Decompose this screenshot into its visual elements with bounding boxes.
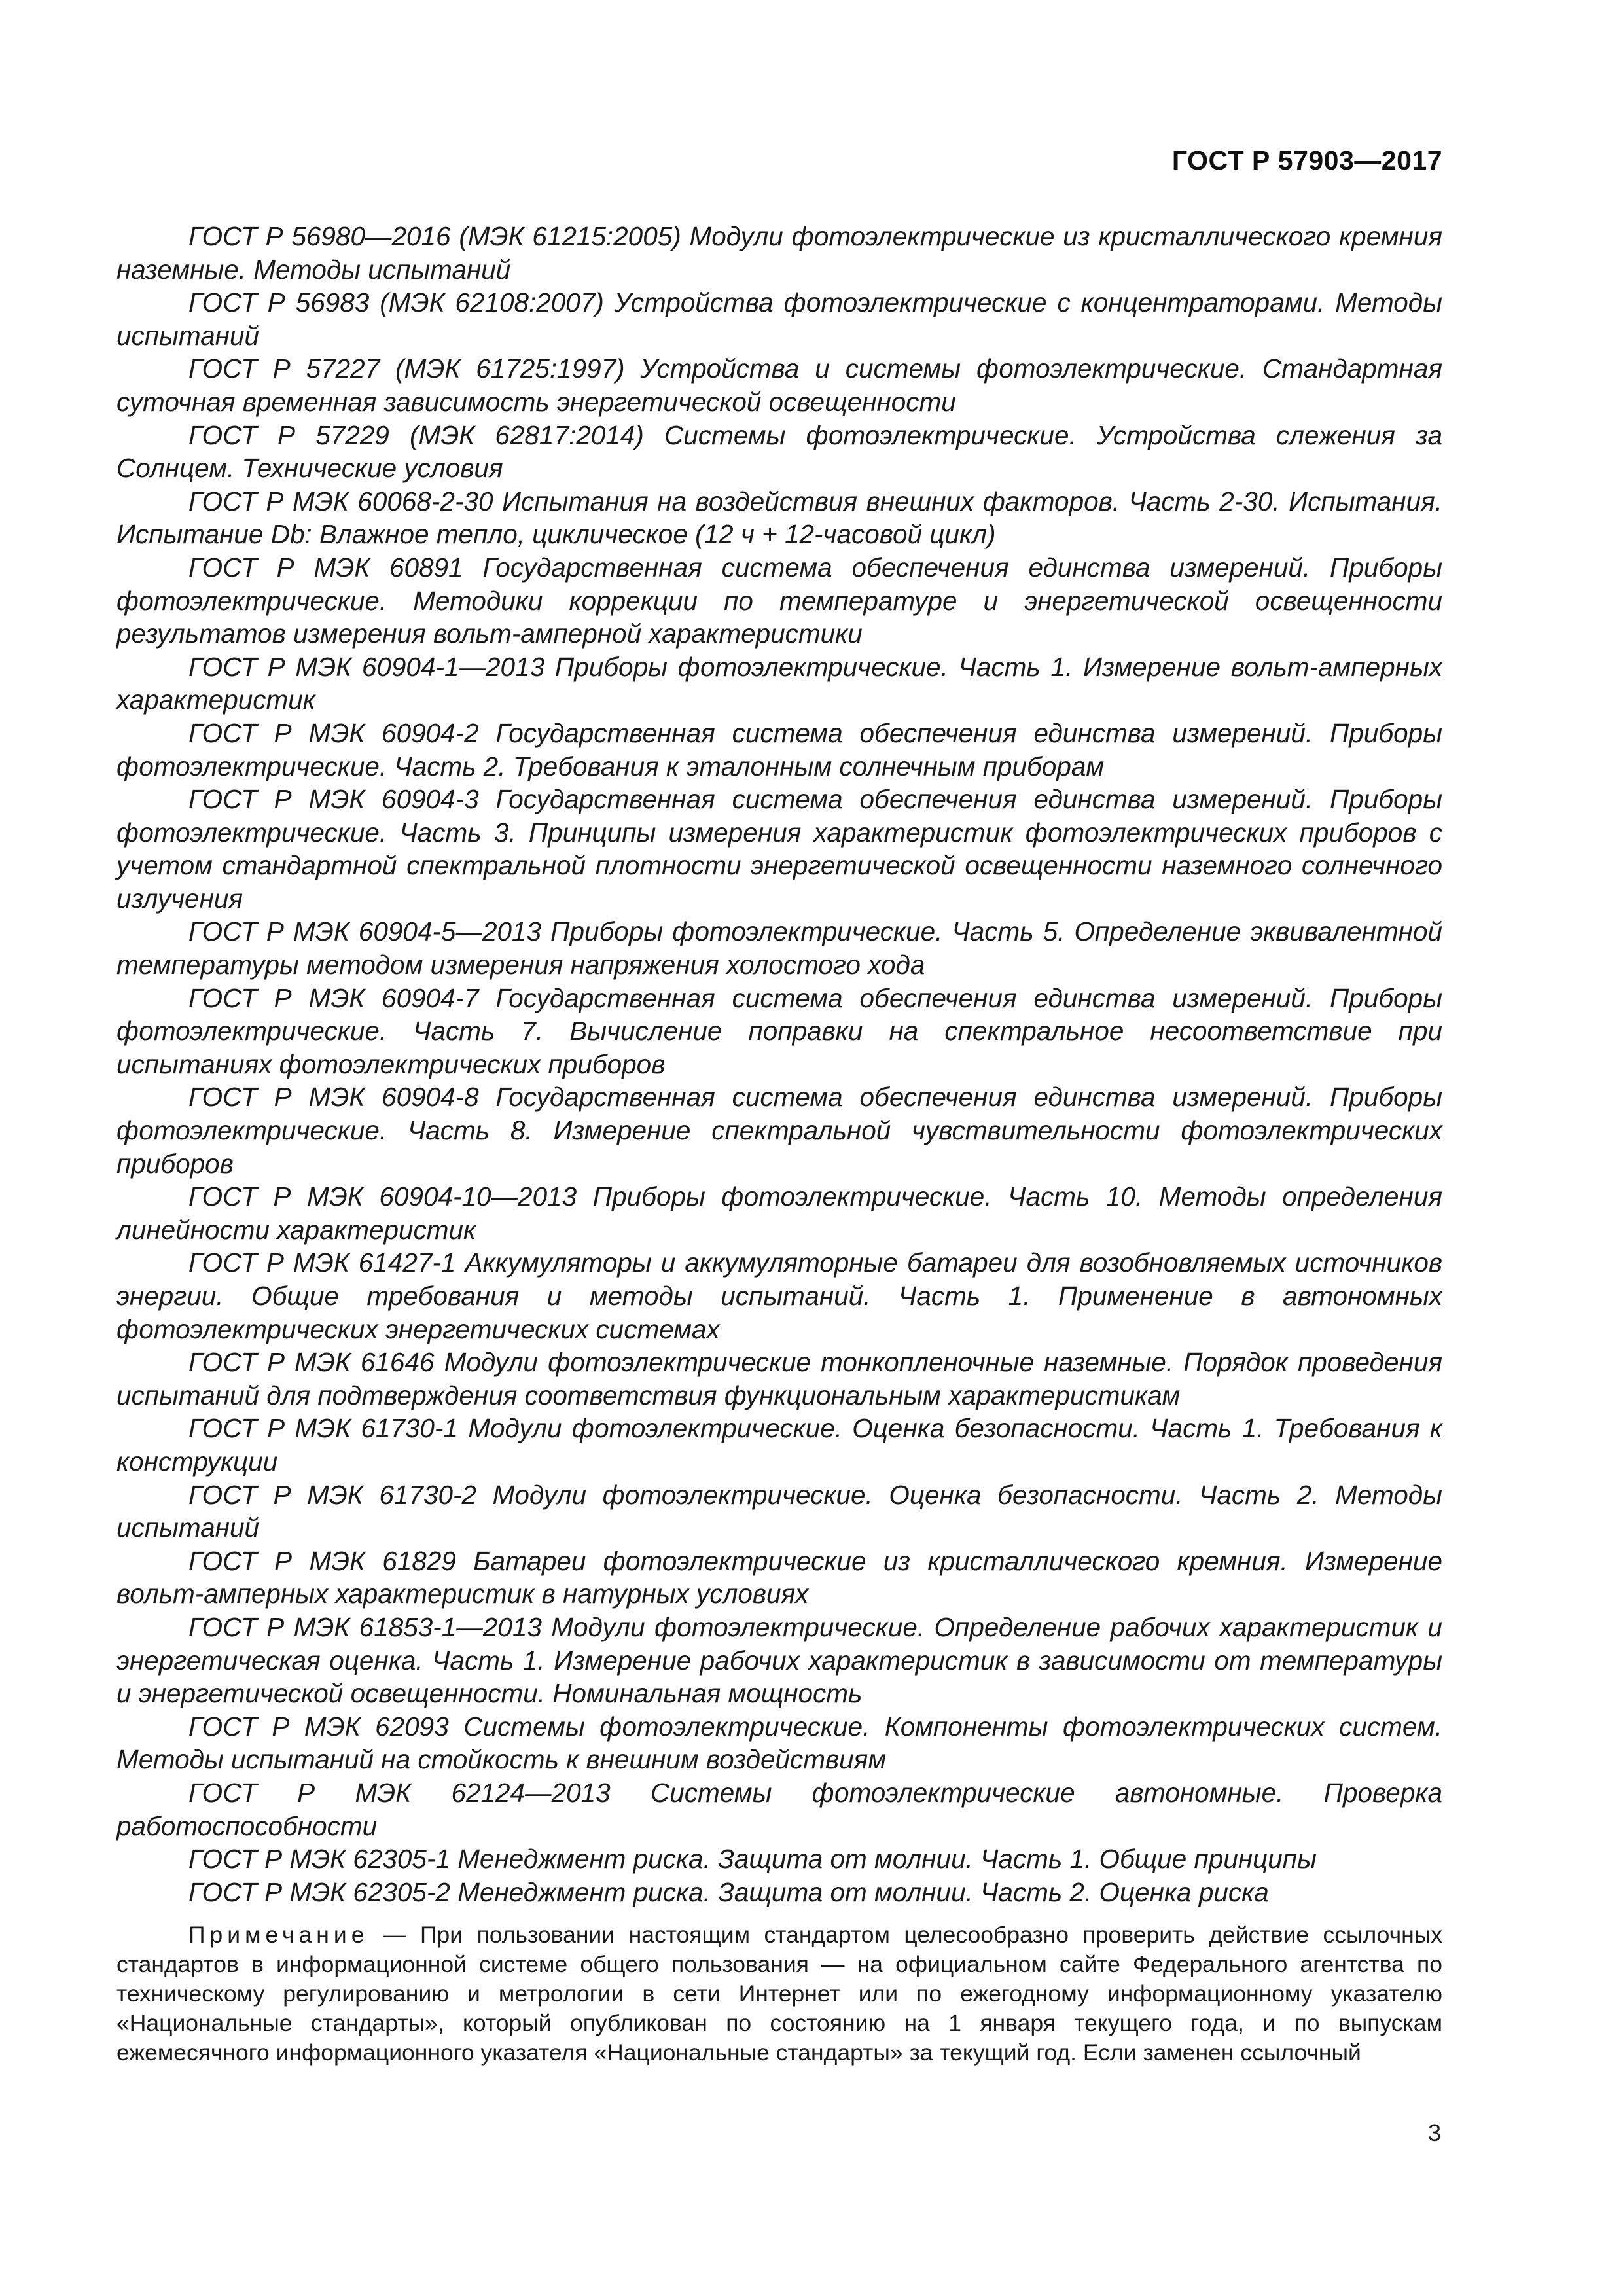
note-label: Примечание <box>188 1922 369 1948</box>
reference-item: ГОСТ Р МЭК 62305-2 Менеджмент риска. Защита от молнии. Часть 2. Оценка риска <box>188 1876 1269 1907</box>
reference-item: ГОСТ Р МЭК 62124—2013 Системы фотоэлектрические автономные. Проверка работоспособности <box>116 1777 1442 1841</box>
reference-item: ГОСТ Р МЭК 60904-10—2013 Приборы фотоэлектрические. Часть 10. Методы определения линейности характеристик <box>116 1181 1442 1245</box>
reference-item: ГОСТ Р МЭК 60891 Государственная система обеспечения единства измерений. Приборы фотоэлектрические. Методики коррекции по температуре и энергетической освещенности результатов измерения вольт-амперной характеристики <box>116 552 1442 649</box>
reference-item: ГОСТ Р МЭК 62093 Системы фотоэлектрические. Компоненты фотоэлектрических систем. Методы испытаний на стойкость к внешним воздействиям <box>116 1711 1442 1775</box>
document-code-header: ГОСТ Р 57903—2017 <box>1171 145 1442 175</box>
reference-item: ГОСТ Р МЭК 60904-1—2013 Приборы фотоэлектрические. Часть 1. Измерение вольт-амперных характеристик <box>116 651 1442 715</box>
reference-item: ГОСТ Р МЭК 60068-2-30 Испытания на воздействия внешних факторов. Часть 2-30. Испытания. Испытание Db: Влажное тепло, циклическое (12 ч + 12-часовой цикл) <box>116 486 1442 550</box>
page-number: 3 <box>1427 2119 1441 2146</box>
reference-item: ГОСТ Р МЭК 61829 Батареи фотоэлектрические из кристаллического кремния. Измерение вольт-амперных характеристик в натурных условиях <box>116 1545 1442 1609</box>
reference-item: ГОСТ Р МЭК 62305-1 Менеджмент риска. Защита от молнии. Часть 1. Общие принципы <box>188 1844 1317 1874</box>
reference-item: ГОСТ Р 57229 (МЭК 62817:2014) Системы фотоэлектрические. Устройства слежения за Солнцем. Технические условия <box>116 420 1442 484</box>
reference-item: ГОСТ Р МЭК 61730-2 Модули фотоэлектрические. Оценка безопасности. Часть 2. Методы испытаний <box>116 1479 1442 1543</box>
reference-item: ГОСТ Р 56983 (МЭК 62108:2007) Устройства фотоэлектрические с концентраторами. Методы испытаний <box>116 287 1442 351</box>
reference-item: ГОСТ Р МЭК 61730-1 Модули фотоэлектрические. Оценка безопасности. Часть 1. Требования к конструкции <box>116 1413 1442 1477</box>
reference-item: ГОСТ Р МЭК 60904-8 Государственная система обеспечения единства измерений. Приборы фотоэлектрические. Часть 8. Измерение спектральной чувствительности фотоэлектрических приборов <box>116 1082 1442 1179</box>
reference-item: ГОСТ Р МЭК 61427-1 Аккумуляторы и аккумуляторные батареи для возобновляемых источников энергии. Общие требования и методы испытаний. Часть 1. Применение в автономных фотоэлектрических энергетических системах <box>116 1247 1442 1344</box>
note-text: — При пользовании настоящим стандартом целесообразно проверить действие ссылочных стандартов в информационной системе общего пользования — на официальном сайте Федерального агентства по техническому регулированию и метрологии в сети Интернет или по ежегодному информационному указателю «Национальные стандарты», который опубликован по состоянию на 1 января текущего года, и по выпускам ежемесячного информационного указателя «Национальные стандарты» за текущий год. Если заменен ссылочный <box>116 1922 1442 2066</box>
reference-item: ГОСТ Р МЭК 60904-5—2013 Приборы фотоэлектрические. Часть 5. Определение эквивалентной температуры методом измерения напряжения холостого хода <box>116 916 1442 980</box>
reference-item: ГОСТ Р МЭК 60904-7 Государственная система обеспечения единства измерений. Приборы фотоэлектрические. Часть 7. Вычисление поправки на спектральное несоответствие при испытаниях фотоэлектрических приборов <box>116 982 1442 1079</box>
reference-item: ГОСТ Р 57227 (МЭК 61725:1997) Устройства и системы фотоэлектрические. Стандартная суточная временная зависимость энергетической освещенности <box>116 353 1442 417</box>
reference-item: ГОСТ Р МЭК 60904-2 Государственная система обеспечения единства измерений. Приборы фотоэлектрические. Часть 2. Требования к эталонным солнечным приборам <box>116 717 1442 781</box>
reference-item: ГОСТ Р МЭК 61646 Модули фотоэлектрические тонкопленочные наземные. Порядок проведения испытаний для подтверждения соответствия функциональным характеристикам <box>116 1347 1442 1410</box>
reference-item: ГОСТ Р МЭК 60904-3 Государственная система обеспечения единства измерений. Приборы фотоэлектрические. Часть 3. Принципы измерения характеристик фотоэлектрических приборов с учетом стандартной спектральной плотности энергетической освещенности наземного солнечного излучения <box>116 784 1442 914</box>
normative-references-list <box>116 220 1442 1909</box>
reference-item: ГОСТ Р 56980—2016 (МЭК 61215:2005) Модули фотоэлектрические из кристаллического кремния наземные. Методы испытаний <box>116 221 1442 285</box>
reference-item: ГОСТ Р МЭК 61853-1—2013 Модули фотоэлектрические. Определение рабочих характеристик и энергетическая оценка. Часть 1. Измерение рабочих характеристик в зависимости от температуры и энергетической освещенности. Номинальная мощность <box>116 1611 1442 1709</box>
note-paragraph <box>116 1920 1442 2068</box>
